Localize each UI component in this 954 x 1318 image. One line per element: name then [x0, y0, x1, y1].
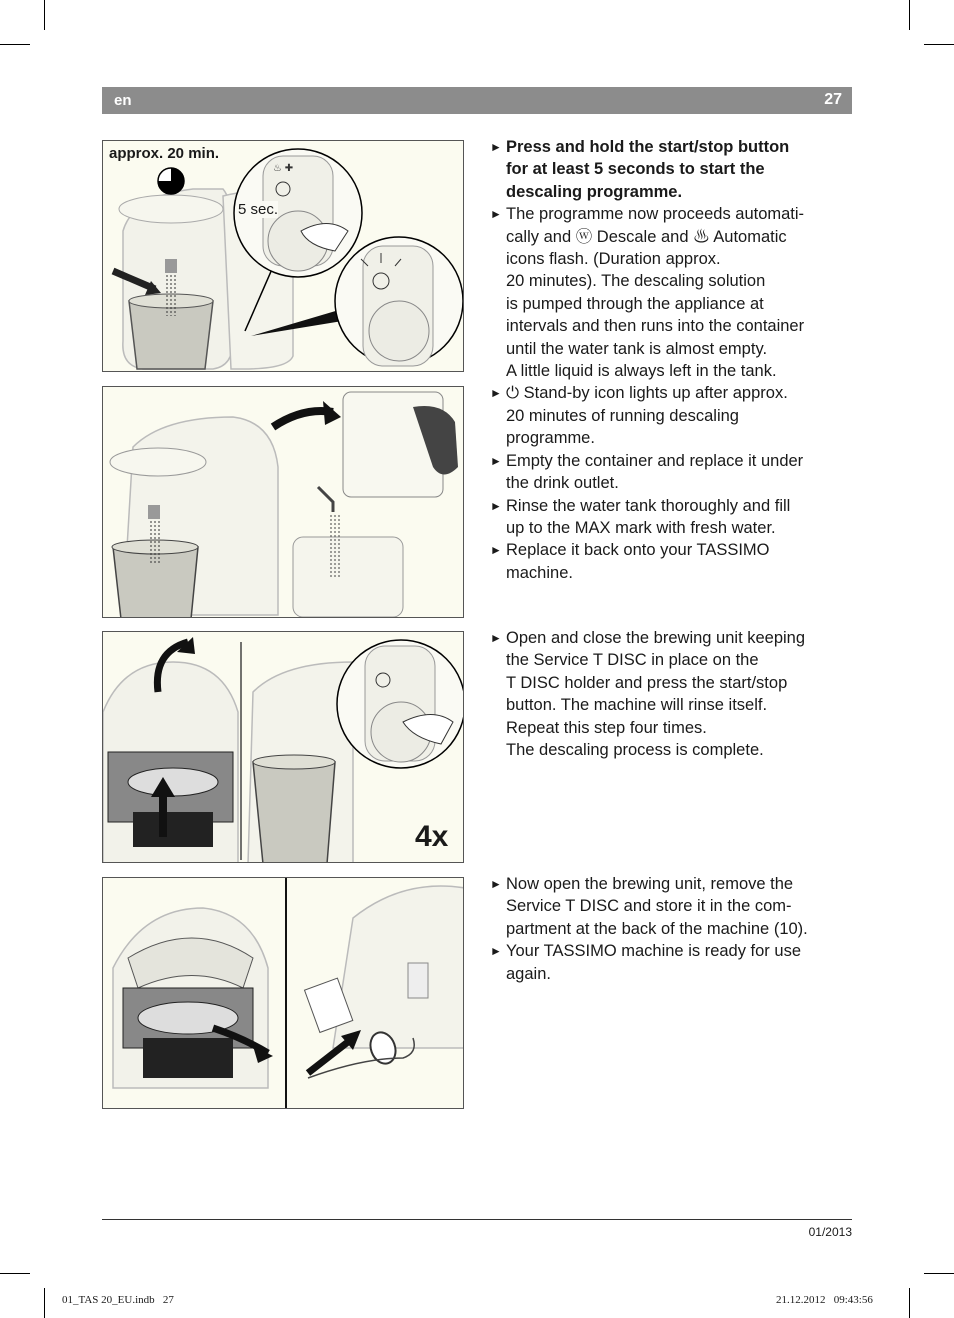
instruction-line: until the water tank is almost empty. [506, 339, 768, 358]
instruction-line: programme. [506, 429, 595, 448]
language-label: en [114, 92, 132, 109]
instruction-item [490, 873, 852, 940]
instruction-line: T DISC holder and press the start/stop [506, 673, 788, 692]
instruction-line: ⏻ Stand-by icon lights up after approx. [506, 384, 788, 403]
hold-seconds-label: 5 sec. [238, 201, 279, 218]
bullet-arrow-icon: ► [490, 944, 502, 959]
crop-mark [44, 0, 45, 30]
instruction-line: The programme now proceeds automati- [506, 205, 805, 224]
svg-text:♨ ✚: ♨ ✚ [273, 163, 294, 174]
instruction-line: for at least 5 seconds to start the [506, 160, 765, 179]
instruction-line: the Service T DISC in place on the [506, 651, 759, 670]
figure-store-service-disc [102, 877, 464, 1109]
instruction-item [490, 539, 852, 584]
crop-mark [924, 1273, 954, 1274]
instruction-line: 20 minutes). The descaling solution [506, 272, 766, 291]
instructions-start-descaling [490, 136, 852, 584]
footer-divider [102, 1219, 852, 1220]
instruction-line: Open and close the brewing unit keeping [506, 629, 806, 647]
figure-start-descaling [102, 140, 464, 372]
instruction-item [490, 450, 852, 495]
crop-mark [0, 44, 30, 45]
print-slug-file: 01_TAS 20_EU.indb 27 [62, 1294, 174, 1306]
crop-mark [909, 1288, 910, 1318]
instruction-line: Empty the container and replace it under [506, 451, 804, 470]
crop-mark [44, 1288, 45, 1318]
figure-empty-and-refill [102, 386, 464, 618]
figure-rinse-four-times [102, 631, 464, 863]
instruction-item [490, 627, 852, 761]
print-slug-timestamp: 21.12.2012 09:43:56 [776, 1294, 873, 1306]
repeat-count-label: 4x [415, 820, 449, 853]
instruction-line: button. The machine will rinse itself. [506, 696, 768, 715]
instruction-line: Repeat this step four times. [506, 718, 707, 737]
instruction-line: machine. [506, 563, 573, 582]
page-header [102, 87, 852, 114]
footer-date: 01/2013 [808, 1225, 852, 1239]
bullet-arrow-icon: ► [490, 543, 502, 558]
instruction-item [490, 495, 852, 540]
instruction-item [490, 382, 852, 449]
bullet-arrow-icon: ► [490, 207, 502, 222]
bullet-arrow-icon: ► [490, 140, 502, 154]
duration-label: approx. 20 min. [109, 145, 220, 162]
instructions-finish [490, 873, 852, 985]
instruction-item [490, 136, 852, 203]
bullet-arrow-icon: ► [490, 386, 502, 401]
instruction-line: descaling programme. [506, 182, 683, 201]
instructions-rinse [490, 627, 852, 761]
instruction-line: again. [506, 964, 551, 983]
instruction-line: A little liquid is always left in the tank. [506, 362, 777, 381]
page-number: 27 [824, 91, 842, 108]
bullet-arrow-icon: ► [490, 453, 502, 468]
crop-mark [909, 0, 910, 30]
instruction-line: The descaling process is complete. [506, 741, 764, 760]
instruction-line: 20 minutes of running descaling [506, 406, 739, 425]
bullet-arrow-icon: ► [490, 498, 502, 513]
instruction-line: up to the MAX mark with fresh water. [506, 518, 776, 537]
instruction-line: the drink outlet. [506, 474, 619, 493]
instruction-line: intervals and then runs into the container [506, 317, 805, 336]
instruction-line: icons flash. (Duration approx. [506, 250, 721, 269]
instruction-line: Replace it back onto your TASSIMO [506, 541, 770, 560]
crop-mark [924, 44, 954, 45]
instruction-item [490, 203, 852, 382]
instruction-line: Service T DISC and store it in the com- [506, 897, 792, 916]
bullet-arrow-icon: ► [490, 631, 502, 645]
instruction-line: Rinse the water tank thoroughly and fill [506, 496, 791, 515]
instruction-line: Your TASSIMO machine is ready for use [506, 942, 801, 961]
instruction-line: Now open the brewing unit, remove the [506, 875, 794, 893]
crop-mark [0, 1273, 30, 1274]
instruction-line: partment at the back of the machine (10). [506, 919, 808, 938]
instruction-line: cally and ⓦ Descale and ♨ Automatic [506, 227, 787, 246]
bullet-arrow-icon: ► [490, 877, 502, 891]
instruction-item [490, 940, 852, 985]
instruction-line: Press and hold the start/stop button [506, 138, 790, 156]
instruction-line: is pumped through the appliance at [506, 294, 764, 313]
